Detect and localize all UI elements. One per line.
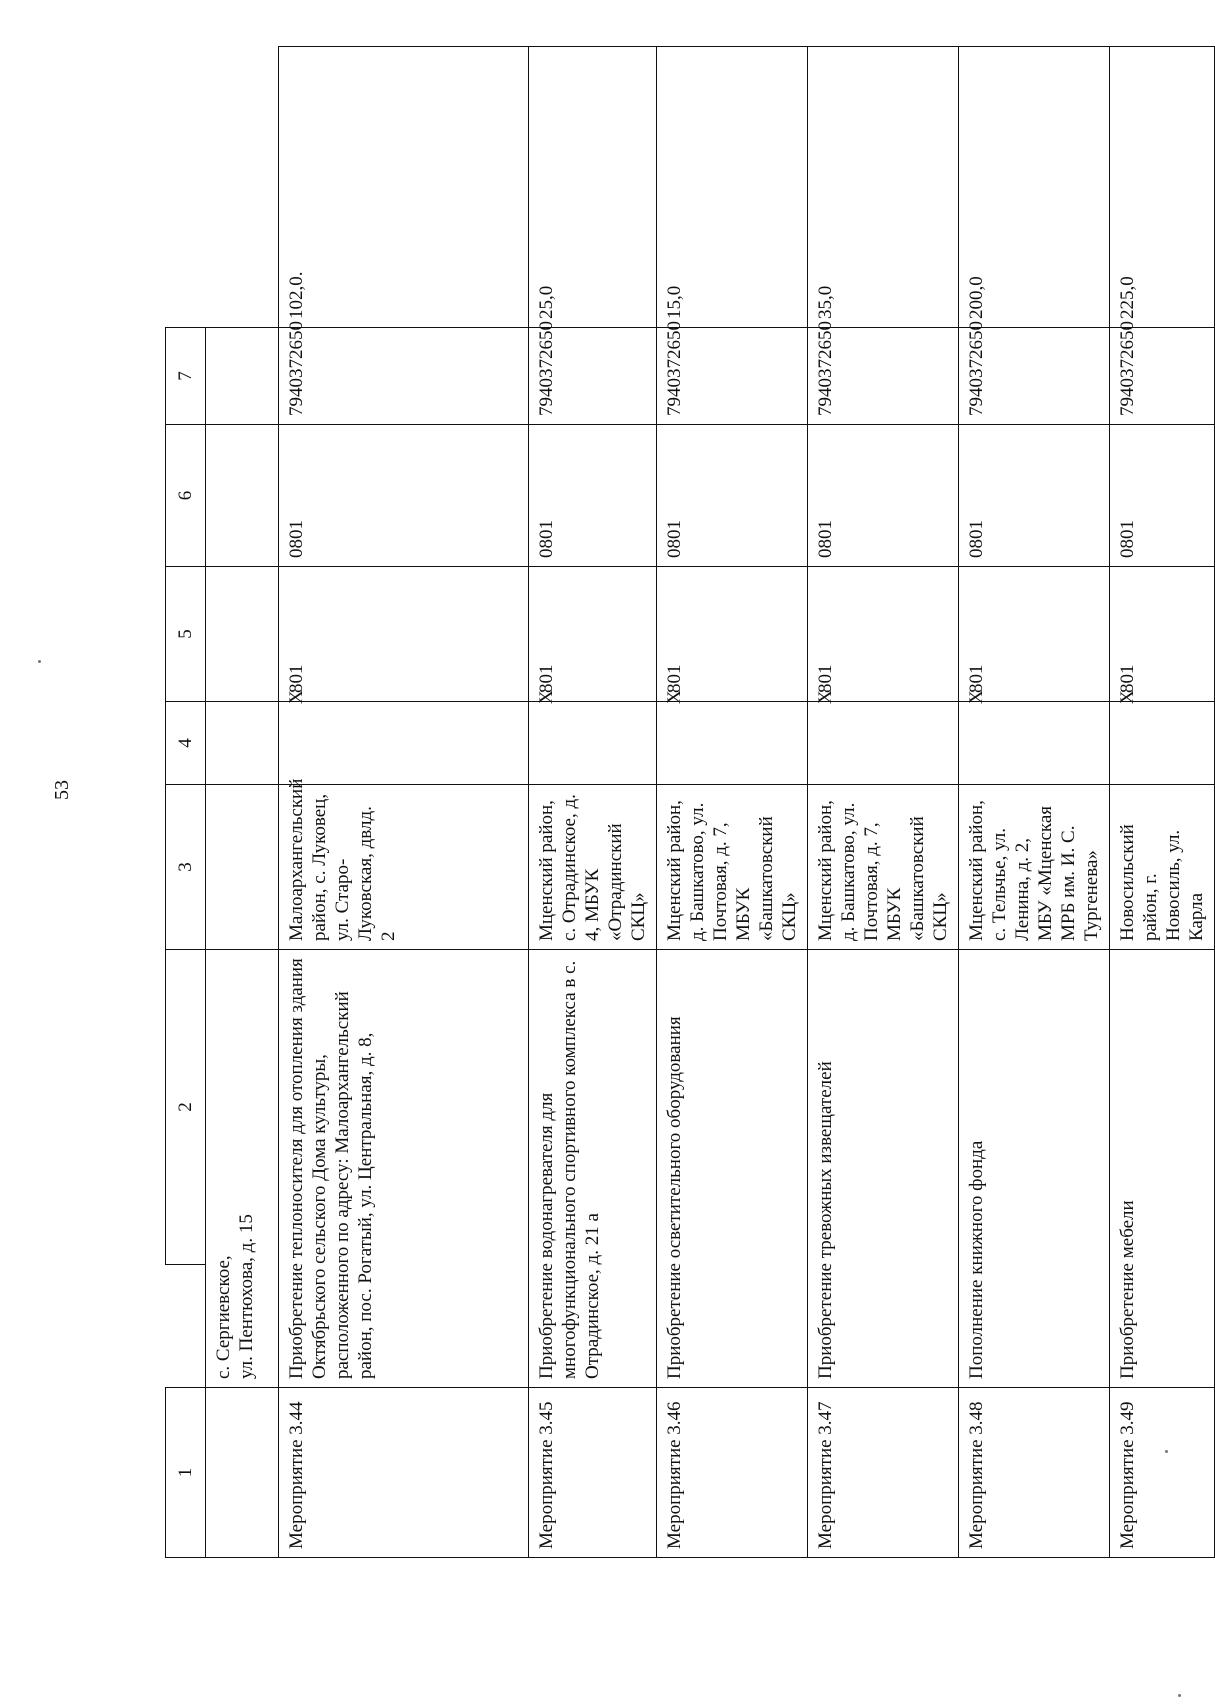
table-row: [529, 47, 657, 1558]
header-cell: 3: [166, 785, 206, 950]
col4-value: 801: [1110, 567, 1215, 702]
col4-value: 801: [959, 567, 1110, 702]
activity-id: Мероприятие 3.46: [657, 1388, 808, 1558]
table-row: [1110, 47, 1215, 1558]
activity-name: Пополнение книжного фонда: [959, 950, 1110, 1388]
col5-value: 0801: [657, 425, 808, 567]
col6-value: 7940372650: [1110, 328, 1215, 425]
page-number: 53: [51, 780, 73, 800]
table-row: [808, 47, 959, 1558]
activity-id: Мероприятие 3.45: [529, 1388, 657, 1558]
col3-value: Х: [279, 702, 529, 785]
header-cell: [166, 1265, 206, 1388]
activity-name: Приобретение водонагревателя для многофункционального спортивного комплекса в с. Отрадинское, д. 21 а: [529, 950, 657, 1388]
col7-value: 225,0: [1110, 47, 1215, 328]
col4-value: 801: [529, 567, 657, 702]
col3-value: Х: [959, 702, 1110, 785]
col7-value: 35,0: [808, 47, 959, 328]
table-row: [959, 47, 1110, 1558]
col4-value: 801: [808, 567, 959, 702]
header-row: [166, 47, 206, 1558]
header-cell: 7: [166, 328, 206, 425]
scan-speck: [1165, 1450, 1168, 1453]
col7-value: 102,0.: [279, 47, 529, 328]
col3-value: Х: [529, 702, 657, 785]
empty-cell: [206, 785, 279, 950]
activity-name: Приобретение осветительного оборудования: [657, 950, 808, 1388]
empty-cell: [206, 1388, 279, 1558]
col6-value: 7940372650: [279, 328, 529, 425]
col5-value: 0801: [959, 425, 1110, 567]
budget-table: [165, 46, 1215, 1558]
header-cell: 1: [166, 1388, 206, 1558]
header-cell: 2: [166, 950, 206, 1265]
col5-value: 0801: [808, 425, 959, 567]
scan-speck: [38, 660, 41, 663]
activity-id: Мероприятие 3.49: [1110, 1388, 1215, 1558]
activity-name: Приобретение мебели: [1110, 950, 1215, 1388]
col3-value: Х: [1110, 702, 1215, 785]
col6-value: 7940372650: [808, 328, 959, 425]
activity-id: Мероприятие 3.44: [279, 1388, 529, 1558]
empty-cell: [206, 702, 279, 785]
scan-speck: [1178, 1694, 1181, 1697]
activity-name: Приобретение тревожных извещателей: [808, 950, 959, 1388]
activity-address: Малоархангельский район, с. Луковец, ул. Старо-Луковская, двлд. 2: [279, 785, 529, 950]
continuation-address: с. Сергиевское, ул. Пентюхова, д. 15: [206, 950, 279, 1388]
activity-id: Мероприятие 3.48: [959, 1388, 1110, 1558]
header-cell: 6: [166, 425, 206, 567]
col4-value: 801: [279, 567, 529, 702]
activity-id: Мероприятие 3.47: [808, 1388, 959, 1558]
header-cell: 4: [166, 702, 206, 785]
activity-name: Приобретение теплоносителя для отопления здания Октябрьского сельского Дома культуры, расположенного по адресу: Малоархангельский район, пос. Рогатый, ул. Центральная, д. 8,: [279, 950, 529, 1388]
activity-address: Новосильский район, г. Новосиль, ул. Карла: [1110, 785, 1215, 950]
table-row: [657, 47, 808, 1558]
activity-address: Мценский район, д. Башкатово, ул. Почтовая, д. 7, МБУК «Башкатовский СКЦ»: [808, 785, 959, 950]
header-cell: 5: [166, 567, 206, 702]
col4-value: 801: [657, 567, 808, 702]
col6-value: 7940372650: [529, 328, 657, 425]
col7-value: 15,0: [657, 47, 808, 328]
activity-address: Мценский район, д. Башкатово, ул. Почтовая, д. 7, МБУК «Башкатовский СКЦ»: [657, 785, 808, 950]
empty-cell: [206, 425, 279, 567]
col5-value: 0801: [279, 425, 529, 567]
col6-value: 7940372650: [959, 328, 1110, 425]
col7-value: 200,0: [959, 47, 1110, 328]
col7-value: 25,0: [529, 47, 657, 328]
col3-value: Х: [808, 702, 959, 785]
empty-cell: [206, 567, 279, 702]
col3-value: Х: [657, 702, 808, 785]
col5-value: 0801: [529, 425, 657, 567]
rotated-table-container: [165, 46, 1207, 1558]
col6-value: 7940372650: [657, 328, 808, 425]
activity-address: Мценский район, с. Отрадинское, д. 4, МБУК «Отрадинский СКЦ»: [529, 785, 657, 950]
empty-cell: [206, 328, 279, 425]
col5-value: 0801: [1110, 425, 1215, 567]
continuation-row: [206, 47, 279, 1558]
table-row: [279, 47, 529, 1558]
activity-address: Мценский район, с. Тельчье, ул. Ленина, д. 2, МБУ «Мценская МРБ им. И. С. Тургенева»: [959, 785, 1110, 950]
